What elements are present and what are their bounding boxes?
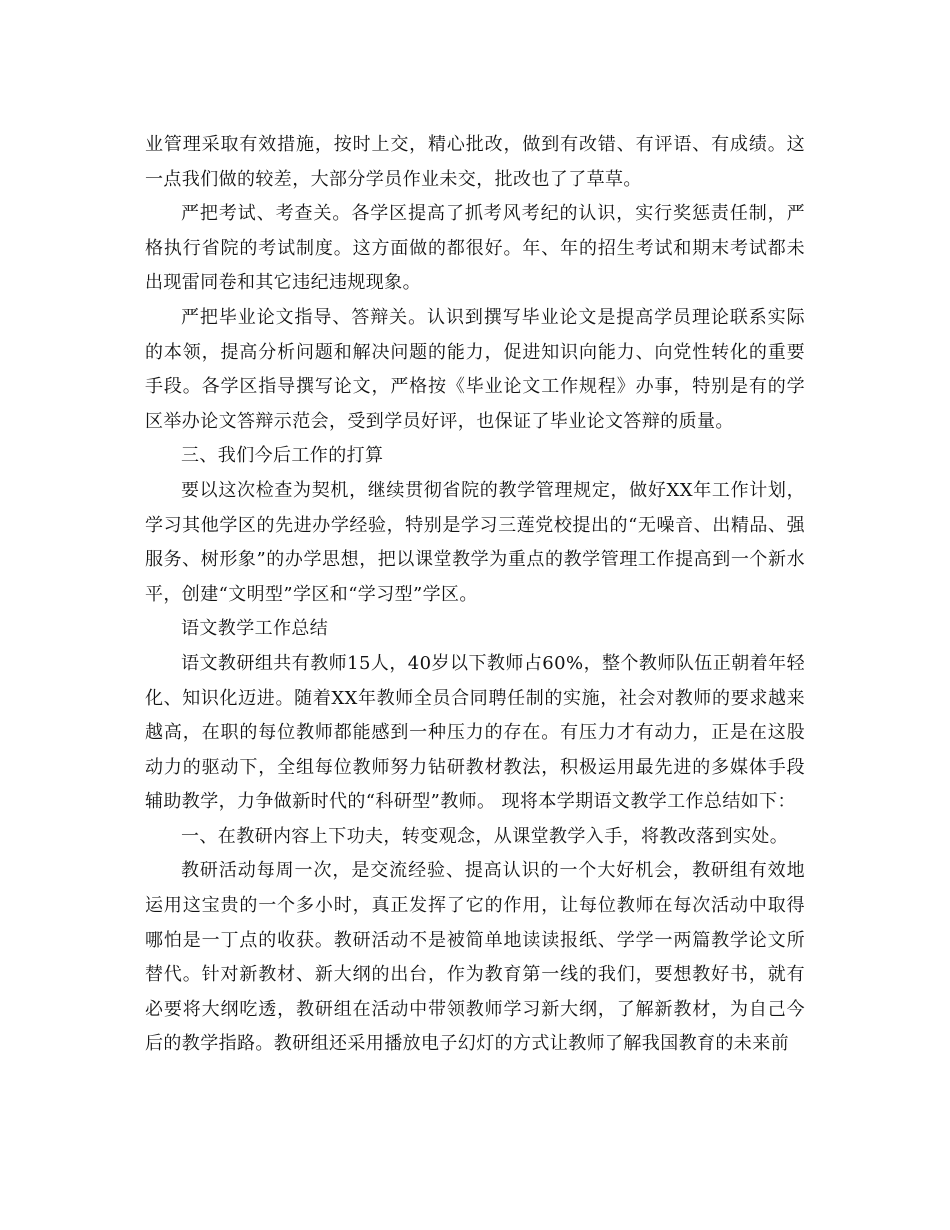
- section-heading-future-plans: 三、我们今后工作的打算: [181, 445, 384, 467]
- document-subtitle: 语文教学工作总结: [181, 618, 329, 640]
- paragraph-homework-management: 业管理采取有效措施，按时上交，精心批改，做到有改错、有评语、有成绩。这一点我们做的较差，大部分学员作业未交，批改也了了草草。: [145, 134, 805, 190]
- document-body: [145, 128, 805, 1062]
- paragraph-exam-control: 严把考试、考查关。各学区提高了抓考风考纪的认识，实行奖惩责任制，严格执行省院的考试制度。这方面做的都很好。年、年的招生考试和期末考试都未出现雷同卷和其它违纪违规现象。: [145, 203, 805, 294]
- paragraph-teacher-team: 语文教研组共有教师15人，40岁以下教师占60%，整个教师队伍正朝着年轻化、知识化迈进。随着XX年教师全员合同聘任制的实施，社会对教师的要求越来越高，在职的每位教师都能感到一种压力的存在。有压力才有动力，正是在这股动力的驱动下，全组每位教师努力钻研教材教法，积极运用最先进的多媒体手段辅助教学，力争做新时代的“科研型”教师。 现将本学期语文教学工作总结如下：: [145, 652, 805, 813]
- paragraph-thesis-guidance: 严把毕业论文指导、答辩关。认识到撰写毕业论文是提高学员理论联系实际的本领，提高分析问题和解决问题的能力，促进知识向能力、向党性转化的重要手段。各学区指导撰写论文，严格按《毕业论文工作规程》办事，特别是有的学区举办论文答辩示范会，受到学员好评，也保证了毕业论文答辩的质量。: [145, 306, 805, 432]
- paragraph-research-activities: 教研活动每周一次，是交流经验、提高认识的一个大好机会，教研组有效地运用这宝贵的一个多小时，真正发挥了它的作用，让每位教师在每次活动中取得哪怕是一丁点的收获。教研活动不是被简单地读读报纸、学学一两篇教学论文所替代。针对新教材、新大纲的出台，作为教育第一线的我们，要想教好书，就有必要将大纲吃透，教研组在活动中带领教师学习新大纲，了解新教材，为自己今后的教学指路。教研组还采用播放电子幻灯的方式让教师了解我国教育的未来前: [145, 860, 805, 1055]
- section-heading-teaching-research: 一、在教研内容上下功夫，转变观念，从课堂教学入手，将教改落到实处。: [181, 825, 789, 847]
- paragraph-future-plans: 要以这次检查为契机，继续贯彻省院的教学管理规定，做好XX年工作计划，学习其他学区的先进办学经验，特别是学习三莲党校提出的“无噪音、出精品、强服务、树形象”的办学思想，把以课堂教学为重点的教学管理工作提高到一个新水平，创建“文明型”学区和“学习型”学区。: [145, 479, 805, 605]
